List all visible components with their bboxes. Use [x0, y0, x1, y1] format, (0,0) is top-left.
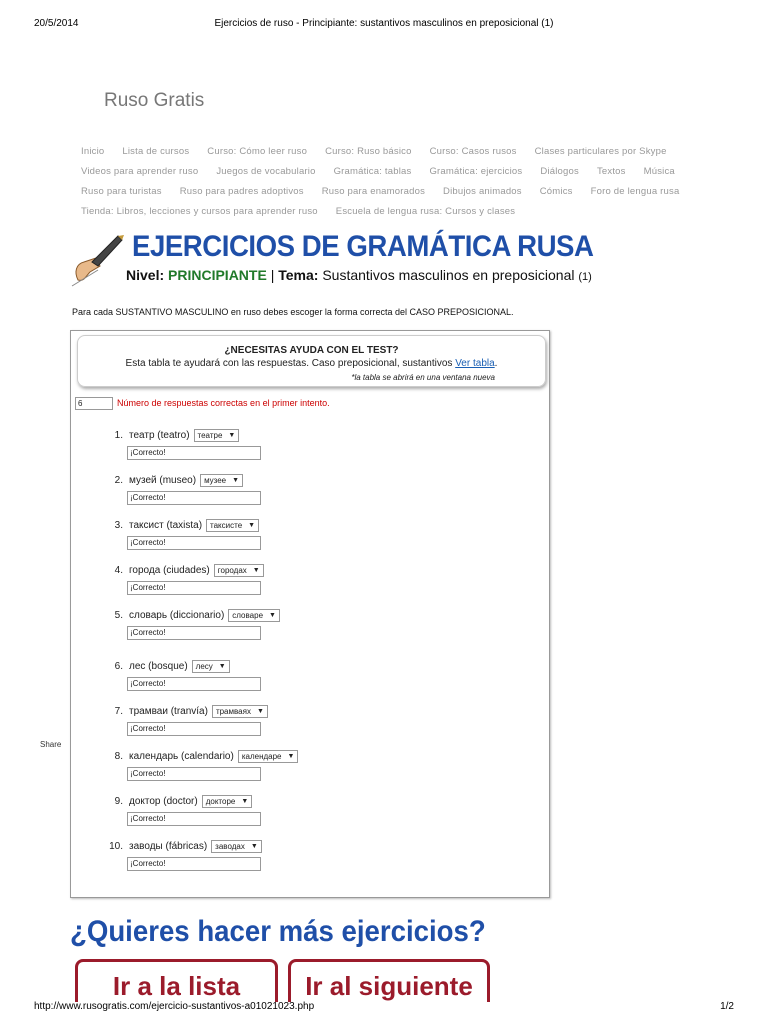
question-word: доктор (doctor)	[129, 796, 198, 807]
question-item	[109, 840, 262, 871]
question-item	[109, 705, 268, 736]
score-row	[75, 397, 330, 410]
nav-row	[72, 202, 692, 222]
question-word: театр (teatro)	[129, 430, 190, 441]
print-page-number: 1/2	[720, 1001, 734, 1012]
question-number: 2.	[114, 475, 123, 486]
question-number: 7.	[114, 706, 123, 717]
feedback-field: ¡Correcto!	[127, 767, 261, 781]
nav-link[interactable]: Gramática: tablas	[333, 166, 412, 177]
nav-link[interactable]: Ruso para turistas	[81, 186, 162, 197]
nav-link[interactable]: Música	[643, 166, 675, 177]
answer-selected-value: лесу	[195, 662, 213, 671]
answer-select[interactable]	[214, 564, 264, 577]
answer-selected-value: докторе	[205, 797, 236, 806]
nav-link[interactable]: Textos	[596, 166, 626, 177]
question-number: 8.	[114, 751, 123, 762]
question-item	[109, 429, 261, 460]
answer-selected-value: заводах	[215, 842, 245, 851]
question-number: 3.	[114, 520, 123, 531]
feedback-field: ¡Correcto!	[127, 722, 261, 736]
answer-select[interactable]	[200, 474, 243, 487]
chevron-down-icon: ▼	[228, 432, 236, 439]
question-number: 5.	[114, 610, 123, 621]
exercise-banner	[70, 230, 690, 290]
nav-link[interactable]: Tienda: Libros, lecciones y cursos para aprender ruso	[81, 206, 318, 217]
help-link-suffix: .	[494, 358, 498, 369]
answer-select[interactable]	[206, 519, 259, 532]
question-item	[109, 609, 280, 640]
main-nav	[72, 142, 692, 222]
chevron-down-icon: ▼	[218, 663, 226, 670]
more-exercises-heading: ¿Quieres hacer más ejercicios?	[70, 915, 486, 948]
question-word: трамваи (tranvía)	[129, 706, 208, 717]
feedback-field: ¡Correcto!	[127, 536, 261, 550]
nav-link[interactable]: Ruso para enamorados	[321, 186, 426, 197]
hand-writing-icon	[70, 232, 126, 288]
chevron-down-icon: ▼	[252, 567, 260, 574]
question-line	[109, 609, 280, 622]
question-item	[109, 750, 298, 781]
nivel-value: PRINCIPIANTE	[168, 267, 267, 283]
nav-link[interactable]: Curso: Cómo leer ruso	[207, 146, 308, 157]
go-to-list-button[interactable]: Ir a la lista	[75, 959, 278, 1002]
question-line	[109, 564, 264, 577]
question-word: заводы (fábricas)	[129, 841, 208, 852]
question-line	[109, 795, 261, 808]
nav-link[interactable]: Curso: Ruso básico	[325, 146, 412, 157]
nav-row	[72, 182, 692, 202]
print-title: Ejercicios de ruso - Principiante: sustantivos masculinos en preposicional (1)	[214, 18, 554, 29]
nav-link[interactable]: Ruso para padres adoptivos	[179, 186, 304, 197]
banner-separator: |	[270, 267, 275, 283]
question-number: 10.	[109, 841, 123, 852]
answer-select[interactable]	[192, 660, 230, 673]
site-name[interactable]: Ruso Gratis	[104, 90, 205, 111]
print-date: 20/5/2014	[34, 18, 79, 29]
tema-label: Tema:	[278, 267, 319, 283]
nivel-label: Nivel:	[126, 267, 165, 283]
tema-value: Sustantivos masculinos en preposicional	[322, 267, 575, 283]
feedback-field: ¡Correcto!	[127, 626, 261, 640]
question-line	[109, 474, 261, 487]
nav-link[interactable]: Lista de cursos	[122, 146, 190, 157]
answer-selected-value: календаре	[241, 752, 282, 761]
nav-link[interactable]: Gramática: ejercicios	[429, 166, 523, 177]
answer-select[interactable]	[202, 795, 253, 808]
nav-link[interactable]: Videos para aprender ruso	[81, 166, 199, 177]
question-number: 1.	[114, 430, 123, 441]
share-link[interactable]: Share	[40, 740, 62, 749]
chevron-down-icon: ▼	[241, 798, 249, 805]
help-description: Esta tabla te ayudará con las respuestas. Caso preposicional, sustantivos	[125, 358, 453, 369]
feedback-field: ¡Correcto!	[127, 857, 261, 871]
question-item	[109, 474, 261, 505]
score-field[interactable]: 6	[75, 397, 113, 410]
banner-subtitle	[126, 267, 592, 283]
tema-number: (1)	[578, 271, 592, 283]
answer-selected-value: таксисте	[210, 521, 243, 530]
answer-selected-value: трамваях	[215, 707, 251, 716]
question-line	[109, 840, 262, 853]
chevron-down-icon: ▼	[269, 612, 276, 619]
answer-select[interactable]	[211, 840, 262, 853]
instructions: Para cada SUSTANTIVO MASCULINO en ruso debes escoger la forma correcta del CASO PREPOSICIONAL.	[72, 307, 514, 317]
chevron-down-icon: ▼	[287, 753, 295, 760]
chevron-down-icon: ▼	[232, 477, 240, 484]
question-item	[109, 519, 261, 550]
nav-link[interactable]: Diálogos	[540, 166, 579, 177]
help-box	[77, 335, 546, 387]
question-word: словарь (diccionario)	[129, 610, 225, 621]
feedback-field: ¡Correcto!	[127, 446, 261, 460]
question-item	[109, 795, 261, 826]
nav-link[interactable]: Inicio	[81, 146, 105, 157]
answer-select[interactable]	[212, 705, 268, 718]
print-url: http://www.rusogratis.com/ejercicio-sustantivos-a01021023.php	[34, 1001, 315, 1012]
feedback-field: ¡Correcto!	[127, 581, 261, 595]
question-word: таксист (taxista)	[129, 520, 203, 531]
nav-link[interactable]: Dibujos animados	[443, 186, 522, 197]
help-heading: ¿NECESITAS AYUDA CON EL TEST?	[224, 345, 399, 356]
chevron-down-icon: ▼	[256, 708, 264, 715]
banner-title: EJERCICIOS DE GRAMÁTICA RUSA	[132, 230, 594, 263]
chevron-down-icon: ▼	[250, 843, 258, 850]
question-line	[109, 705, 268, 718]
score-label: Número de respuestas correctas en el primer intento.	[117, 397, 330, 408]
question-word: музей (museo)	[129, 475, 197, 486]
answer-selected-value: музее	[204, 476, 227, 485]
view-table-link[interactable]: Ver tabla	[455, 358, 495, 369]
answer-select[interactable]	[228, 609, 280, 622]
go-to-next-button[interactable]: Ir al siguiente	[288, 959, 490, 1002]
question-item	[109, 564, 264, 595]
nav-link[interactable]: Escuela de lengua rusa: Cursos y clases	[335, 206, 516, 217]
question-item	[109, 660, 261, 691]
question-line	[109, 660, 261, 673]
feedback-field: ¡Correcto!	[127, 491, 261, 505]
answer-selected-value: театре	[197, 431, 223, 440]
feedback-field: ¡Correcto!	[127, 677, 261, 691]
nav-link[interactable]: Clases particulares por Skype	[534, 146, 667, 157]
question-word: города (ciudades)	[129, 565, 210, 576]
question-number: 6.	[114, 661, 123, 672]
help-note: *la tabla se abrirá en una ventana nueva	[351, 373, 495, 382]
question-word: календарь (calendario)	[129, 751, 234, 762]
nav-link[interactable]: Juegos de vocabulario	[216, 166, 316, 177]
answer-select[interactable]	[194, 429, 240, 442]
chevron-down-icon: ▼	[248, 522, 256, 529]
help-text	[78, 358, 545, 369]
question-number: 4.	[114, 565, 123, 576]
question-line	[109, 750, 298, 763]
nav-link[interactable]: Foro de lengua rusa	[590, 186, 680, 197]
answer-select[interactable]	[238, 750, 299, 763]
answer-selected-value: словаре	[232, 611, 264, 620]
exercise-frame	[70, 330, 550, 898]
feedback-field: ¡Correcto!	[127, 812, 261, 826]
question-number: 9.	[114, 796, 123, 807]
nav-row	[72, 162, 692, 182]
question-word: лес (bosque)	[129, 661, 188, 672]
nav-link[interactable]: Cómics	[539, 186, 573, 197]
answer-selected-value: городах	[217, 566, 247, 575]
nav-row	[72, 142, 692, 162]
question-line	[109, 519, 261, 532]
nav-link[interactable]: Curso: Casos rusos	[429, 146, 517, 157]
question-line	[109, 429, 261, 442]
